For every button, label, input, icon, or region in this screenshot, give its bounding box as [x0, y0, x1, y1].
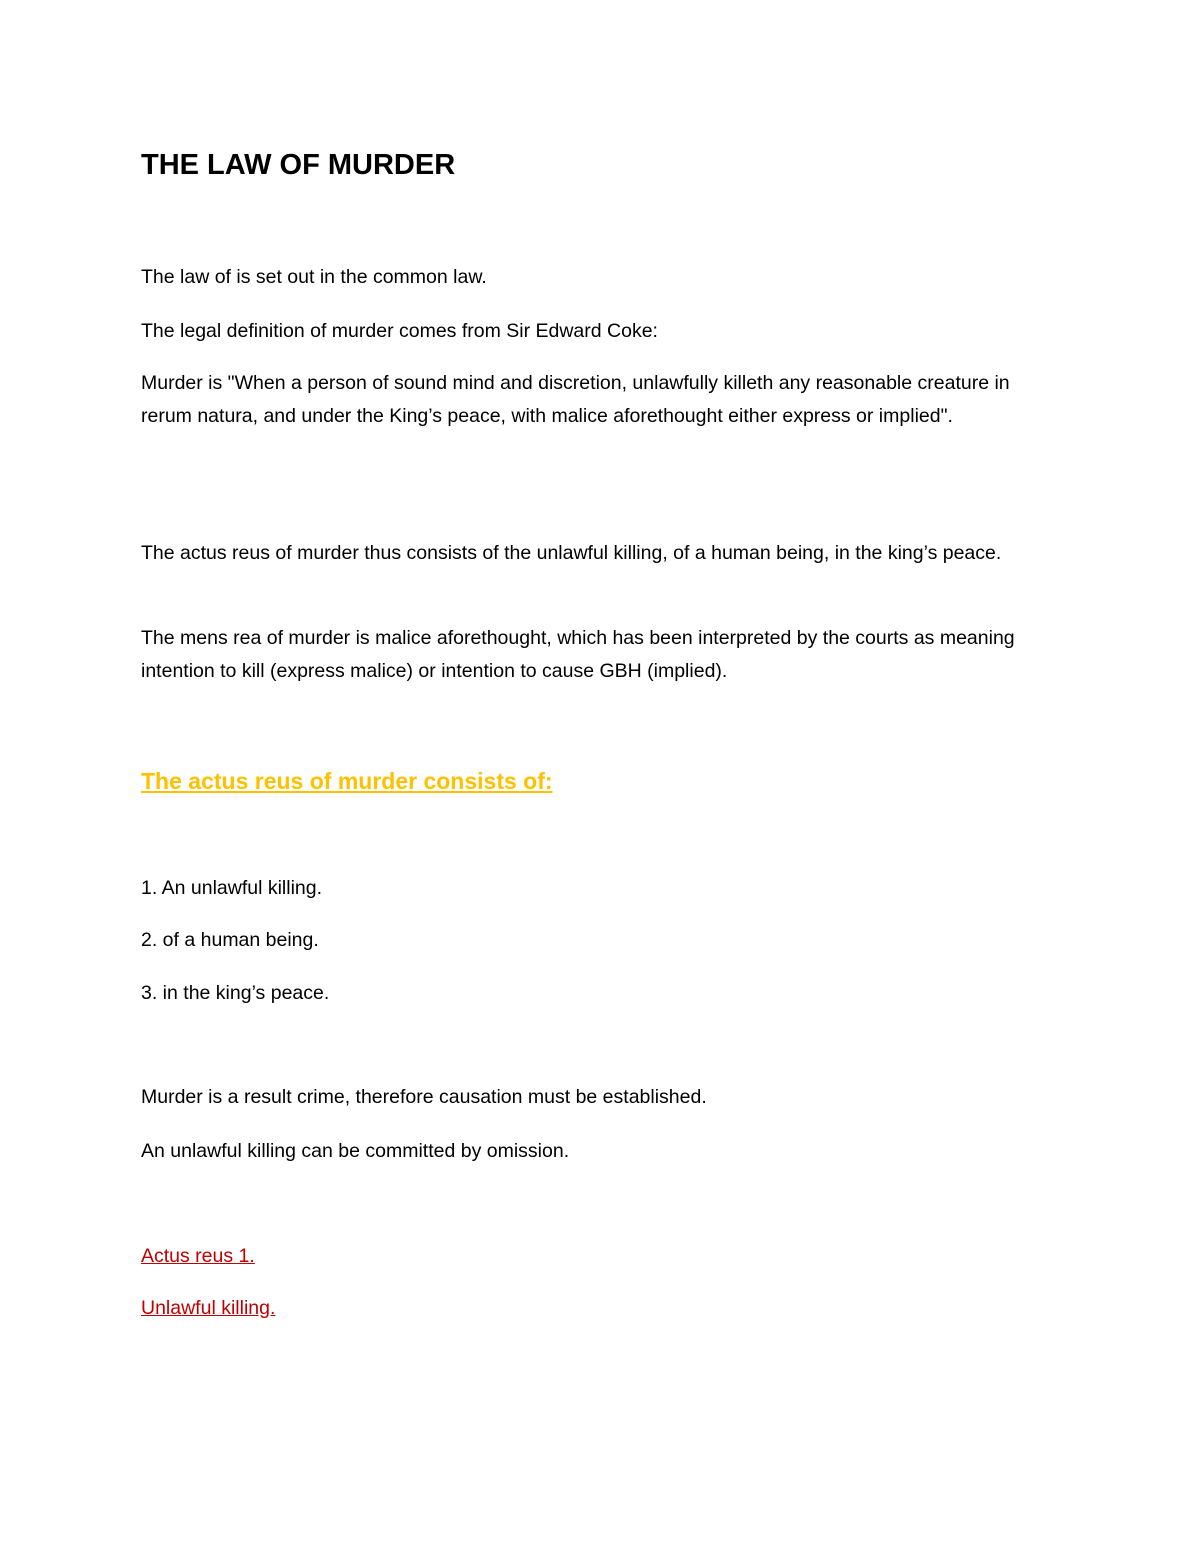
document-title: THE LAW OF MURDER [141, 149, 456, 181]
actus-reus-1-heading: Actus reus 1. [141, 1245, 255, 1267]
actus-reus-section-heading: The actus reus of murder consists of: [141, 768, 553, 794]
intro-line-coke: The legal definition of murder comes from Sir Edward Coke: [141, 320, 658, 342]
omission-line: An unlawful killing can be committed by omission. [141, 1140, 570, 1162]
result-crime-line: Murder is a result crime, therefore causation must be established. [141, 1086, 707, 1108]
coke-definition-paragraph: Murder is "When a person of sound mind and discretion, unlawfully killeth any reasonable creature in rerum natura, and under the King’s peace, with malice aforethought either express or implied". [141, 372, 1010, 427]
list-item: 3. in the king’s peace. [141, 982, 330, 1004]
actus-reus-summary-paragraph: The actus reus of murder thus consists of the unlawful killing, of a human being, in the king’s peace. [141, 542, 1002, 564]
mens-rea-summary-paragraph: The mens rea of murder is malice aforethought, which has been interpreted by the courts as meaning intention to kill (express malice) or intention to cause GBH (implied). [141, 627, 1015, 682]
intro-line-common-law: The law of is set out in the common law. [141, 266, 487, 288]
list-item: 2. of a human being. [141, 929, 319, 951]
unlawful-killing-heading: Unlawful killing. [141, 1297, 276, 1319]
list-item: 1. An unlawful killing. [141, 877, 323, 899]
